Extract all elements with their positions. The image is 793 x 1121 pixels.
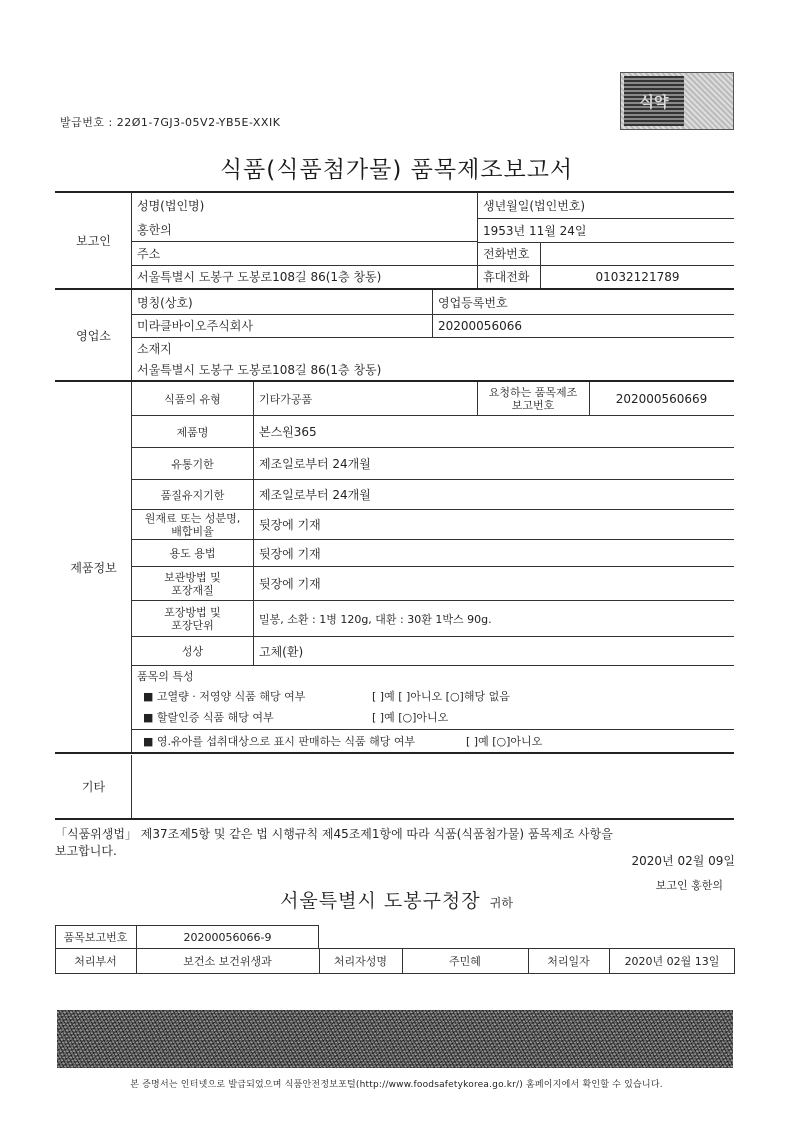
ingredients-value: 뒷장에 기재 — [259, 518, 321, 532]
report-date: 2020년 02월 09일 — [631, 854, 735, 868]
section-divider — [131, 290, 132, 380]
section-border — [55, 288, 734, 290]
reporter-birth-label: 생년월일(법인번호) — [483, 198, 586, 213]
row-divider — [131, 241, 477, 242]
request-number-label-line2: 보고번호 — [511, 399, 555, 412]
reporter-birth-value: 1953년 11월 24일 — [483, 223, 587, 238]
features-label: 품목의 특성 — [137, 669, 194, 683]
verification-note: 본 증명서는 인터넷으로 발급되었으며 식품안전정보포털(http://www.foodsafetykorea.go.kr/) 홈페이지에서 확인할 수 있습니다. — [130, 1080, 663, 1090]
feature-high-calorie: ■ 고열량 · 저영양 식품 해당 여부 — [143, 690, 306, 703]
reporter-name-value: 홍한의 — [137, 222, 172, 237]
packing-value: 밀봉, 소환 : 1병 120g, 대환 : 30환 1박스 90g. — [259, 612, 492, 626]
document-title: 식품(식품첨가물) 품목제조보고서 — [219, 157, 574, 183]
storage-value: 뒷장에 기재 — [259, 577, 321, 591]
storage-label-line2: 포장재질 — [171, 583, 214, 597]
logo-emblem — [620, 72, 734, 130]
business-reg-value: 20200056066 — [438, 318, 522, 333]
reporter-phone-label: 전화번호 — [483, 247, 530, 261]
section-border — [55, 380, 734, 382]
dept-label: 처리부서 — [74, 955, 117, 968]
business-section-label: 영업소 — [76, 328, 111, 343]
business-name-label: 명칭(상호) — [137, 296, 193, 310]
section-divider — [131, 755, 132, 818]
recipient-suffix: 귀하 — [489, 896, 513, 910]
expiry-value: 제조일로부터 24개월 — [259, 457, 371, 471]
row-divider — [131, 665, 734, 666]
recipient-name: 서울특별시 도봉구청장 — [280, 890, 481, 912]
request-number-label — [477, 383, 589, 415]
type-value: 기타가공품 — [259, 393, 313, 406]
ingredients-label — [132, 510, 253, 539]
section-border — [55, 752, 734, 754]
form-value: 고체(환) — [259, 644, 304, 659]
product-name-value: 본스원365 — [259, 425, 317, 439]
feature-infant: ■ 영.유아를 섭취대상으로 표시 판매하는 식품 해당 여부 — [143, 734, 416, 748]
type-label: 식품의 유형 — [164, 393, 221, 406]
report-number-label: 품목보고번호 — [63, 931, 128, 944]
handler-label: 처리자성명 — [333, 955, 388, 968]
reporter-signature: 보고인 홍한의 — [655, 879, 723, 892]
legal-statement-line2: 보고합니다. — [55, 844, 117, 858]
reporter-address-value: 서울특별시 도봉구 도봉로108길 86(1층 창동) — [137, 270, 382, 284]
label-column-divider — [253, 382, 254, 665]
form-label: 성상 — [181, 645, 204, 658]
logo-mark — [624, 76, 684, 126]
reporter-name-label: 성명(법인명) — [137, 198, 205, 213]
business-location-label: 소재지 — [137, 341, 172, 356]
storage-label — [132, 567, 253, 600]
packing-label-line1: 포장방법 및 — [164, 605, 221, 619]
ingredients-label-line1: 원재료 또는 성분명, — [144, 511, 241, 525]
report-number-value: 20200056066-9 — [183, 930, 272, 944]
ingredients-label-line2: 배합비율 — [171, 524, 214, 538]
col-divider — [477, 192, 478, 288]
dept-value: 보건소 보건위생과 — [183, 955, 272, 968]
other-label: 기타 — [81, 780, 106, 794]
security-barcode — [57, 1010, 733, 1068]
packing-label — [132, 601, 253, 636]
request-number-value: 202000560669 — [615, 392, 708, 406]
issue-number: 발급번호 : 22Ø1-7GJ3-05V2-YB5E-XXIK — [60, 116, 281, 129]
expiry-label: 유통기한 — [171, 457, 214, 471]
recipient-line — [0, 886, 793, 913]
feature-halal-options: [ ]예 [○]아니오 — [372, 711, 449, 724]
quality-value: 제조일로부터 24개월 — [259, 488, 371, 502]
reporter-address-label: 주소 — [137, 246, 161, 261]
usage-value: 뒷장에 기재 — [259, 546, 321, 561]
feature-infant-options: [ ]예 [○]아니오 — [466, 734, 543, 748]
handler-value: 주민혜 — [449, 955, 481, 968]
feature-halal: ■ 할랄인증 식품 해당 여부 — [143, 711, 274, 724]
process-date-value: 2020년 02월 13일 — [624, 955, 720, 968]
business-location-value: 서울특별시 도봉구 도봉로108길 86(1층 창동) — [137, 362, 382, 377]
reporter-mobile-label: 휴대전화 — [483, 270, 530, 284]
business-reg-label: 영업등록번호 — [438, 296, 508, 310]
section-divider — [131, 192, 132, 288]
business-name-value: 미라클바이오주식회사 — [137, 319, 253, 333]
usage-label: 용도 용법 — [169, 547, 216, 560]
storage-label-line1: 보관방법 및 — [164, 570, 221, 584]
product-section-label: 제품정보 — [70, 560, 117, 575]
legal-statement-line1: 「식품위생법」 제37조제5항 및 같은 법 시행규칙 제45조제1항에 따라 식품(식품첨가물) 품목제조 사항을 — [55, 827, 613, 841]
feature-high-calorie-options: [ ]예 [ ]아니오 [○]해당 없음 — [372, 690, 510, 703]
row-divider — [131, 337, 734, 338]
packing-label-line2: 포장단위 — [171, 618, 214, 632]
process-date-label: 처리일자 — [547, 955, 590, 968]
logo-text: 식약 — [639, 92, 669, 111]
form-bottom-border — [55, 818, 734, 820]
quality-label: 품질유지기한 — [160, 488, 225, 502]
product-name-label: 제품명 — [176, 425, 209, 439]
reporter-section-label: 보고인 — [76, 234, 111, 248]
reporter-mobile-value: 01032121789 — [595, 269, 680, 284]
request-number-label-line1: 요청하는 품목제조 — [488, 386, 578, 399]
